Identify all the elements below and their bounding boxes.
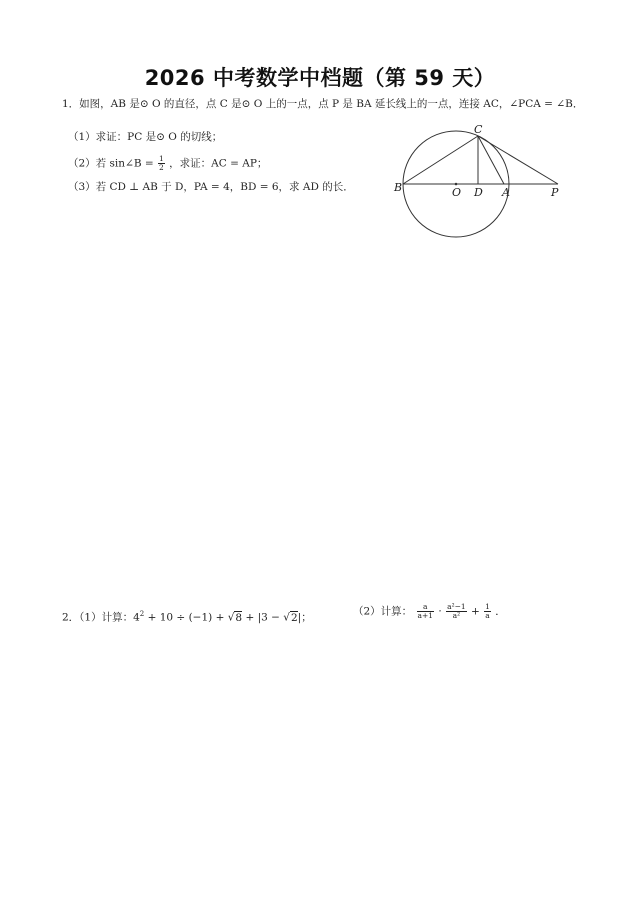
fraction-denominator: a+1 [417, 611, 434, 620]
calc-middle: + 10 ÷ (−1) + √ [144, 611, 235, 624]
fraction-denominator: a [485, 611, 490, 620]
part-2-prefix: （2）若 sin∠B = [68, 157, 154, 170]
question-2-part-1 [62, 607, 312, 625]
segment-bc [403, 136, 478, 184]
fraction-denominator: a² [452, 611, 461, 620]
label-b: B [394, 181, 403, 194]
question-1-part-3: （3）若 CD ⊥ AB 于 D，PA = 4，BD = 6，求 AD 的长． [68, 181, 354, 193]
segment-ca [478, 136, 504, 184]
question-1-stem: 1．如图，AB 是⊙ O 的直径，点 C 是⊙ O 上的一点，点 P 是 BA 延长线上的一点，连接 AC，∠PCA = ∠B． [62, 98, 584, 110]
label-o: O [452, 186, 462, 199]
part-2-suffix: ，求证：AC = AP； [169, 157, 268, 170]
calc-prefix: 2．（1）计算：4 [62, 611, 140, 624]
geometry-figure [390, 118, 580, 238]
fraction-one-half [158, 155, 165, 172]
calc-abs-prefix: + |3 − √ [242, 611, 290, 624]
label-d: D [474, 186, 483, 199]
calc2-prefix: （2）计算： [353, 605, 413, 618]
sqrt-radicand-8: 8 [235, 611, 243, 624]
exponent: 2 [139, 610, 145, 618]
label-p: P [551, 186, 559, 199]
multiply-dot: · [438, 605, 442, 618]
fraction-numerator: a²−1 [447, 602, 466, 611]
calc-end: |； [297, 611, 312, 624]
question-1-part-2 [68, 155, 267, 172]
question-2-part-2 [353, 603, 506, 620]
center-point-o [455, 183, 458, 186]
fraction-denominator: 2 [159, 163, 164, 172]
fraction-1-over-a [484, 603, 491, 620]
plus-sign: + [470, 605, 480, 618]
label-a: A [502, 186, 510, 199]
sqrt-radicand-2: 2 [290, 611, 298, 624]
fraction-a2-minus-1-over-a2 [446, 603, 467, 620]
fraction-numerator: 1 [159, 154, 164, 163]
question-1-part-1: （1）求证：PC 是⊙ O 的切线； [68, 131, 223, 143]
fraction-a-over-a-plus-1 [417, 603, 435, 620]
fraction-numerator: 1 [485, 602, 490, 611]
label-c: C [474, 123, 483, 136]
fraction-numerator: a [417, 603, 435, 612]
segment-cp [478, 136, 558, 184]
page-title: 2026 中考数学中档题（第 59 天） [144, 66, 496, 90]
calc2-end: ． [495, 605, 506, 618]
